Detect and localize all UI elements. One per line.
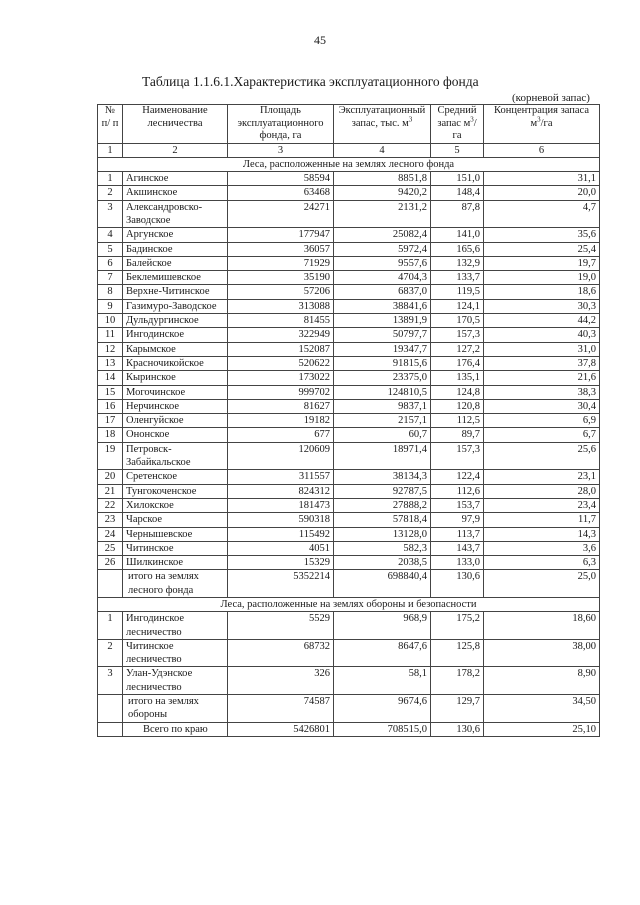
subtotal-row xyxy=(98,570,600,598)
concentration-value: 30,3 xyxy=(484,299,600,313)
stock-value: 698840,4 xyxy=(334,570,431,598)
avg-stock-value: 127,2 xyxy=(431,342,484,356)
forestry-name: Читинское xyxy=(123,541,228,555)
header-avg-sup: 3 xyxy=(470,115,474,123)
forestry-name: Оленгуйское xyxy=(123,414,228,428)
area-value: 71929 xyxy=(228,256,334,270)
header-avg xyxy=(431,105,484,144)
concentration-value: 23,1 xyxy=(484,470,600,484)
table-row xyxy=(98,314,600,328)
stock-value: 708515,0 xyxy=(334,722,431,736)
row-number: 7 xyxy=(98,271,123,285)
forestry-name: Ингодинское лесничество xyxy=(123,612,228,640)
section-forest-fund xyxy=(98,157,600,171)
forestry-name: Ононское xyxy=(123,428,228,442)
column-number: 1 xyxy=(98,143,123,157)
table-row xyxy=(98,541,600,555)
table-row xyxy=(98,271,600,285)
area-value: 181473 xyxy=(228,498,334,512)
table-row xyxy=(98,186,600,200)
avg-stock-value: 87,8 xyxy=(431,200,484,228)
forestry-name: Ингодинское xyxy=(123,328,228,342)
avg-stock-value: 133,7 xyxy=(431,271,484,285)
concentration-value: 38,3 xyxy=(484,385,600,399)
stock-value: 5972,4 xyxy=(334,242,431,256)
avg-stock-value: 89,7 xyxy=(431,428,484,442)
avg-stock-value: 120,8 xyxy=(431,399,484,413)
table-row xyxy=(98,470,600,484)
header-name: Наименование лесничества xyxy=(123,105,228,144)
row-number: 15 xyxy=(98,385,123,399)
table-row xyxy=(98,228,600,242)
area-value: 4051 xyxy=(228,541,334,555)
row-number: 25 xyxy=(98,541,123,555)
forestry-name: Беклемишевское xyxy=(123,271,228,285)
table-row xyxy=(98,385,600,399)
forestry-name: Нерчинское xyxy=(123,399,228,413)
column-number: 4 xyxy=(334,143,431,157)
stock-value: 6837,0 xyxy=(334,285,431,299)
table-row xyxy=(98,527,600,541)
avg-stock-value: 141,0 xyxy=(431,228,484,242)
avg-stock-value: 112,5 xyxy=(431,414,484,428)
concentration-value: 6,9 xyxy=(484,414,600,428)
forestry-name: Газимуро-Заводское xyxy=(123,299,228,313)
header-stock-sup: 3 xyxy=(408,115,413,123)
forestry-name: Всего по краю xyxy=(123,722,228,736)
table-row xyxy=(98,639,600,667)
avg-stock-value: 122,4 xyxy=(431,470,484,484)
forestry-name: Тунгокоченское xyxy=(123,484,228,498)
avg-stock-value: 176,4 xyxy=(431,356,484,370)
table-row xyxy=(98,667,600,695)
stock-value: 13891,9 xyxy=(334,314,431,328)
avg-stock-value: 97,9 xyxy=(431,513,484,527)
header-conc-sup: 3 xyxy=(537,115,541,123)
area-value: 177947 xyxy=(228,228,334,242)
column-number: 6 xyxy=(484,143,600,157)
area-value: 173022 xyxy=(228,371,334,385)
forest-fund-table xyxy=(97,104,600,737)
concentration-value: 8,90 xyxy=(484,667,600,695)
table-row xyxy=(98,342,600,356)
concentration-value: 38,00 xyxy=(484,639,600,667)
avg-stock-value: 143,7 xyxy=(431,541,484,555)
row-number: 2 xyxy=(98,639,123,667)
stock-value: 4704,3 xyxy=(334,271,431,285)
area-value: 120609 xyxy=(228,442,334,470)
table-row xyxy=(98,414,600,428)
area-value: 590318 xyxy=(228,513,334,527)
table-row xyxy=(98,513,600,527)
stock-value: 968,9 xyxy=(334,612,431,640)
stock-value: 91815,6 xyxy=(334,356,431,370)
area-value: 19182 xyxy=(228,414,334,428)
forestry-name: Шилкинское xyxy=(123,556,228,570)
header-conc xyxy=(484,105,600,144)
concentration-value: 31,0 xyxy=(484,342,600,356)
table-row xyxy=(98,299,600,313)
avg-stock-value: 165,6 xyxy=(431,242,484,256)
header-avg-unit: /га xyxy=(452,117,477,141)
forestry-name: Красночикойское xyxy=(123,356,228,370)
table-title: Таблица 1.1.6.1.Характеристика эксплуатационного фонда xyxy=(142,74,479,89)
header-row xyxy=(98,105,600,144)
header-conc-unit: /га xyxy=(540,117,553,129)
forestry-name: Верхне-Читинское xyxy=(123,285,228,299)
forestry-name: Акшинское xyxy=(123,186,228,200)
row-number: 4 xyxy=(98,228,123,242)
row-number: 16 xyxy=(98,399,123,413)
row-number: 24 xyxy=(98,527,123,541)
forestry-name: Александровско-Заводское xyxy=(123,200,228,228)
forestry-name: Карымское xyxy=(123,342,228,356)
forestry-name: итого на землях лесного фонда xyxy=(123,570,228,598)
avg-stock-value: 148,4 xyxy=(431,186,484,200)
header-area: Площадь эксплуатационного фонда, га xyxy=(228,105,334,144)
forestry-name: Хилокское xyxy=(123,498,228,512)
avg-stock-value: 130,6 xyxy=(431,570,484,598)
area-value: 322949 xyxy=(228,328,334,342)
table-row xyxy=(98,442,600,470)
row-number-empty xyxy=(98,570,123,598)
row-number: 6 xyxy=(98,256,123,270)
stock-value: 92787,5 xyxy=(334,484,431,498)
stock-value: 2157,1 xyxy=(334,414,431,428)
avg-stock-value: 157,3 xyxy=(431,328,484,342)
row-number: 23 xyxy=(98,513,123,527)
stock-value: 50797,7 xyxy=(334,328,431,342)
row-number: 1 xyxy=(98,172,123,186)
row-number: 19 xyxy=(98,442,123,470)
row-number: 11 xyxy=(98,328,123,342)
concentration-value: 6,7 xyxy=(484,428,600,442)
concentration-value: 18,60 xyxy=(484,612,600,640)
area-value: 57206 xyxy=(228,285,334,299)
forestry-name: Бадинское xyxy=(123,242,228,256)
avg-stock-value: 170,5 xyxy=(431,314,484,328)
avg-stock-value: 178,2 xyxy=(431,667,484,695)
row-number: 1 xyxy=(98,612,123,640)
area-value: 63468 xyxy=(228,186,334,200)
area-value: 326 xyxy=(228,667,334,695)
forestry-name: Сретенское xyxy=(123,470,228,484)
table-row xyxy=(98,285,600,299)
table-row xyxy=(98,399,600,413)
stock-value: 23375,0 xyxy=(334,371,431,385)
stock-value: 8647,6 xyxy=(334,639,431,667)
stock-value: 2131,2 xyxy=(334,200,431,228)
concentration-value: 3,6 xyxy=(484,541,600,555)
row-number: 12 xyxy=(98,342,123,356)
area-value: 520622 xyxy=(228,356,334,370)
concentration-value: 4,7 xyxy=(484,200,600,228)
table-row xyxy=(98,612,600,640)
table-note: (корневой запас) xyxy=(512,92,590,104)
table-row xyxy=(98,356,600,370)
forestry-name: Чернышевское xyxy=(123,527,228,541)
row-number: 18 xyxy=(98,428,123,442)
forestry-name: Могочинское xyxy=(123,385,228,399)
table-row xyxy=(98,172,600,186)
stock-value: 38134,3 xyxy=(334,470,431,484)
area-value: 81455 xyxy=(228,314,334,328)
table-row xyxy=(98,498,600,512)
stock-value: 9420,2 xyxy=(334,186,431,200)
stock-value: 9837,1 xyxy=(334,399,431,413)
forestry-name: Улан-Удэнское лесничество xyxy=(123,667,228,695)
table-row xyxy=(98,242,600,256)
stock-value: 8851,8 xyxy=(334,172,431,186)
area-value: 35190 xyxy=(228,271,334,285)
stock-value: 27888,2 xyxy=(334,498,431,512)
table-row xyxy=(98,200,600,228)
table-row xyxy=(98,371,600,385)
avg-stock-value: 132,9 xyxy=(431,256,484,270)
forestry-name: Дульдургинское xyxy=(123,314,228,328)
area-value: 58594 xyxy=(228,172,334,186)
concentration-value: 40,3 xyxy=(484,328,600,342)
forestry-name: итого на землях обороны xyxy=(123,695,228,723)
stock-value: 9557,6 xyxy=(334,256,431,270)
table-row xyxy=(98,256,600,270)
concentration-value: 19,0 xyxy=(484,271,600,285)
avg-stock-value: 124,1 xyxy=(431,299,484,313)
row-number: 14 xyxy=(98,371,123,385)
header-stock xyxy=(334,105,431,144)
area-value: 999702 xyxy=(228,385,334,399)
concentration-value: 21,6 xyxy=(484,371,600,385)
avg-stock-value: 133,0 xyxy=(431,556,484,570)
concentration-value: 25,4 xyxy=(484,242,600,256)
row-number: 20 xyxy=(98,470,123,484)
concentration-value: 35,6 xyxy=(484,228,600,242)
stock-value: 38841,6 xyxy=(334,299,431,313)
row-number: 3 xyxy=(98,667,123,695)
table-row xyxy=(98,428,600,442)
concentration-value: 28,0 xyxy=(484,484,600,498)
stock-value: 582,3 xyxy=(334,541,431,555)
concentration-value: 11,7 xyxy=(484,513,600,527)
avg-stock-value: 153,7 xyxy=(431,498,484,512)
row-number: 8 xyxy=(98,285,123,299)
concentration-value: 31,1 xyxy=(484,172,600,186)
section-defense-lands xyxy=(98,598,600,612)
stock-value: 58,1 xyxy=(334,667,431,695)
concentration-value: 25,6 xyxy=(484,442,600,470)
row-number: 21 xyxy=(98,484,123,498)
row-number: 22 xyxy=(98,498,123,512)
avg-stock-value: 112,6 xyxy=(431,484,484,498)
stock-value: 60,7 xyxy=(334,428,431,442)
header-num: № п/ п xyxy=(98,105,123,144)
column-number: 2 xyxy=(123,143,228,157)
area-value: 5426801 xyxy=(228,722,334,736)
concentration-value: 37,8 xyxy=(484,356,600,370)
area-value: 74587 xyxy=(228,695,334,723)
area-value: 824312 xyxy=(228,484,334,498)
row-number: 26 xyxy=(98,556,123,570)
stock-value: 57818,4 xyxy=(334,513,431,527)
forestry-name: Агинское xyxy=(123,172,228,186)
area-value: 68732 xyxy=(228,639,334,667)
forestry-name: Балейское xyxy=(123,256,228,270)
column-number: 5 xyxy=(431,143,484,157)
area-value: 313088 xyxy=(228,299,334,313)
area-value: 5529 xyxy=(228,612,334,640)
stock-value: 25082,4 xyxy=(334,228,431,242)
area-value: 36057 xyxy=(228,242,334,256)
area-value: 24271 xyxy=(228,200,334,228)
avg-stock-value: 130,6 xyxy=(431,722,484,736)
page-number: 45 xyxy=(314,33,326,47)
concentration-value: 23,4 xyxy=(484,498,600,512)
stock-value: 13128,0 xyxy=(334,527,431,541)
concentration-value: 19,7 xyxy=(484,256,600,270)
stock-value: 2038,5 xyxy=(334,556,431,570)
subtotal-row xyxy=(98,695,600,723)
avg-stock-value: 151,0 xyxy=(431,172,484,186)
row-number-empty xyxy=(98,695,123,723)
area-value: 677 xyxy=(228,428,334,442)
concentration-value: 25,0 xyxy=(484,570,600,598)
avg-stock-value: 119,5 xyxy=(431,285,484,299)
concentration-value: 34,50 xyxy=(484,695,600,723)
forestry-name: Кыринское xyxy=(123,371,228,385)
table-row xyxy=(98,556,600,570)
stock-value: 9674,6 xyxy=(334,695,431,723)
section-forest-fund-title: Леса, расположенные на землях лесного фонда xyxy=(98,157,600,171)
area-value: 152087 xyxy=(228,342,334,356)
row-number: 9 xyxy=(98,299,123,313)
avg-stock-value: 125,8 xyxy=(431,639,484,667)
concentration-value: 18,6 xyxy=(484,285,600,299)
table-row xyxy=(98,328,600,342)
row-number: 3 xyxy=(98,200,123,228)
forestry-name: Чарское xyxy=(123,513,228,527)
row-number: 17 xyxy=(98,414,123,428)
area-value: 311557 xyxy=(228,470,334,484)
row-number: 10 xyxy=(98,314,123,328)
section-defense-lands-title: Леса, расположенные на землях обороны и безопасности xyxy=(98,598,600,612)
avg-stock-value: 124,8 xyxy=(431,385,484,399)
forestry-name: Петровск-Забайкальское xyxy=(123,442,228,470)
table-row xyxy=(98,484,600,498)
stock-value: 18971,4 xyxy=(334,442,431,470)
forestry-name: Аргунское xyxy=(123,228,228,242)
row-number-empty xyxy=(98,722,123,736)
concentration-value: 44,2 xyxy=(484,314,600,328)
row-number: 2 xyxy=(98,186,123,200)
concentration-value: 14,3 xyxy=(484,527,600,541)
area-value: 115492 xyxy=(228,527,334,541)
column-number-row xyxy=(98,143,600,157)
header-avg-text: Средний запас м xyxy=(437,105,477,129)
column-number: 3 xyxy=(228,143,334,157)
avg-stock-value: 135,1 xyxy=(431,371,484,385)
grand-total-row xyxy=(98,722,600,736)
concentration-value: 25,10 xyxy=(484,722,600,736)
header-stock-text: Эксплуатационный запас, тыс. м xyxy=(338,105,426,129)
concentration-value: 30,4 xyxy=(484,399,600,413)
avg-stock-value: 175,2 xyxy=(431,612,484,640)
area-value: 5352214 xyxy=(228,570,334,598)
row-number: 5 xyxy=(98,242,123,256)
avg-stock-value: 113,7 xyxy=(431,527,484,541)
row-number: 13 xyxy=(98,356,123,370)
concentration-value: 6,3 xyxy=(484,556,600,570)
forestry-name: Читинское лесничество xyxy=(123,639,228,667)
stock-value: 124810,5 xyxy=(334,385,431,399)
avg-stock-value: 129,7 xyxy=(431,695,484,723)
area-value: 81627 xyxy=(228,399,334,413)
header-conc-text: Концентрация запаса м xyxy=(494,105,589,129)
avg-stock-value: 157,3 xyxy=(431,442,484,470)
stock-value: 19347,7 xyxy=(334,342,431,356)
area-value: 15329 xyxy=(228,556,334,570)
concentration-value: 20,0 xyxy=(484,186,600,200)
